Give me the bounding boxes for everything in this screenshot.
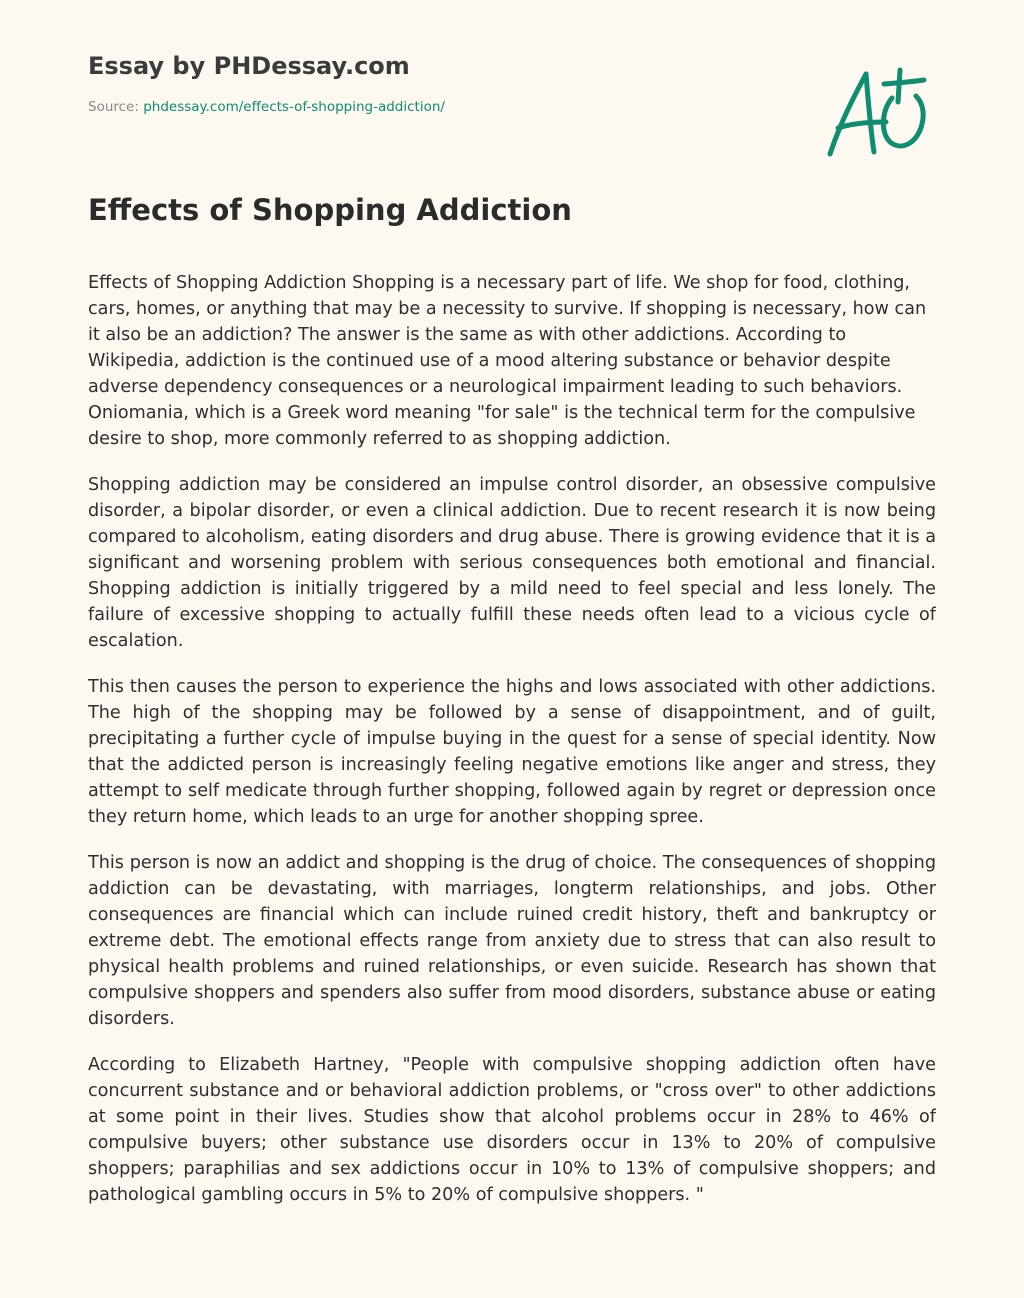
essay-paragraph: According to Elizabeth Hartney, "People with compulsive shopping addiction often have concurrent substance and or behavioral addiction problems, or "cross over" to other addictions at some point in their lives. Studies show that alcohol problems occur in 28% to 46% of compulsive buyers; other substance use disorders occur in 13% to 20% of compulsive shoppers; paraphilias and sex addictions occur in 10% to 13% of compulsive shoppers; and pathological gambling occurs in 5% to 20% of compulsive shoppers. ": [88, 1055, 936, 1205]
source-line: [88, 98, 936, 116]
site-brand: Essay by PHDessay.com: [88, 52, 410, 80]
essay-paragraph: Shopping addiction may be considered an impulse control disorder, an obsessive compulsive disorder, a bipolar disorder, or even a clinical addiction. Due to recent research it is now being compared to alcoholism, eating disorders and drug abuse. There is growing evidence that it is a significant and worsening problem with serious consequences both emotional and financial. Shopping addiction is initially triggered by a mild need to feel special and less lonely. The failure of excessive shopping to actually fulfill these needs often lead to a vicious cycle of escalation.: [88, 475, 936, 651]
source-link[interactable]: phdessay.com/effects-of-shopping-addiction/: [143, 99, 445, 115]
source-label: Source:: [88, 99, 139, 115]
essay-paragraph: This then causes the person to experience the highs and lows associated with other addictions. The high of the shopping may be followed by a sense of disappointment, and of guilt, precipitating a further cycle of impulse buying in the quest for a sense of special identity. Now that the addicted person is increasingly feeling negative emotions like anger and stress, they attempt to self medicate through further shopping, followed again by regret or depression once they return home, which leads to an urge for another shopping spree.: [88, 677, 936, 827]
essay-paragraph: Effects of Shopping Addiction Shopping is a necessary part of life. We shop for food, clothing, cars, homes, or anything that may be a necessity to survive. If shopping is necessary, how can it also be an addiction? The answer is the same as with other addictions. According to Wikipedia, addiction is the continued use of a mood altering substance or behavior despite adverse dependency consequences or a neurological impairment leading to such behaviors. Oniomania, which is a Greek word meaning "for sale" is the technical term for the compulsive desire to shop, more commonly referred to as shopping addiction.: [88, 273, 927, 449]
essay-paragraph: This person is now an addict and shopping is the drug of choice. The consequences of shopping addiction can be devastating, with marriages, longterm relationships, and jobs. Other consequences are financial which can include ruined credit history, theft and bankruptcy or extreme debt. The emotional effects range from anxiety due to stress that can also result to physical health problems and ruined relationships, or even suicide. Research has shown that compulsive shoppers and spenders also suffer from mood disorders, substance abuse or eating disorders.: [88, 853, 936, 1029]
essay-title: Effects of Shopping Addiction: [88, 193, 572, 227]
page-header: [88, 50, 936, 116]
a-plus-logo-icon: [820, 62, 930, 162]
essay-body: [88, 270, 936, 1250]
